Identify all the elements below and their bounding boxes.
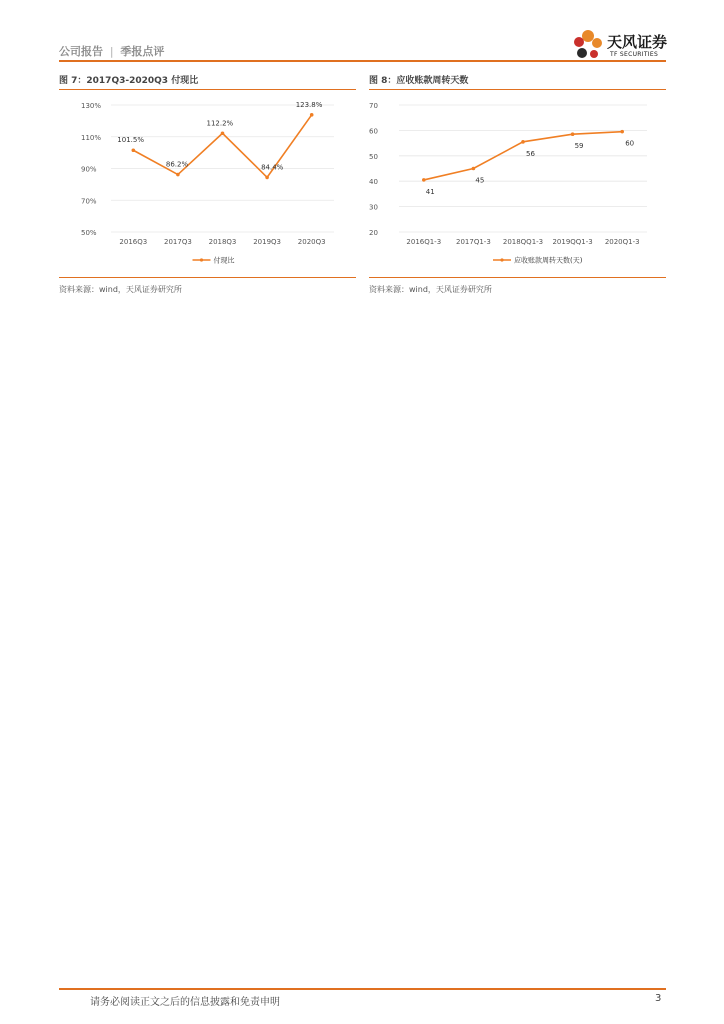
legend-marker-dot xyxy=(500,258,503,261)
receivable-days-chart xyxy=(369,92,666,275)
report-subtype: 季报点评 xyxy=(120,45,165,58)
data-label: 45 xyxy=(475,176,485,185)
data-point xyxy=(620,130,624,134)
brand-name-en: TF SECURITIES xyxy=(610,51,659,58)
data-point xyxy=(571,132,575,136)
figure-7-title: 图 7：2017Q3-2020Q3 付现比 xyxy=(59,76,199,86)
y-tick-label: 70 xyxy=(369,102,378,110)
y-tick-label: 20 xyxy=(369,229,378,237)
y-tick-label: 40 xyxy=(369,178,378,187)
legend-marker-dot xyxy=(200,258,203,261)
data-point xyxy=(176,173,180,177)
x-tick-label: 2017Q1-3 xyxy=(456,238,491,246)
report-header xyxy=(59,43,164,59)
x-tick-label: 2016Q3 xyxy=(119,238,148,246)
y-tick-label: 60 xyxy=(369,127,378,136)
y-tick-label: 110% xyxy=(81,133,102,142)
x-tick-label: 2018Q3 xyxy=(208,238,237,246)
data-label: 86.2% xyxy=(165,160,189,169)
x-tick-label: 2020Q1-3 xyxy=(604,238,640,246)
footer-divider xyxy=(59,988,666,990)
data-point xyxy=(132,148,136,152)
data-point xyxy=(472,167,476,171)
data-point xyxy=(310,113,314,117)
legend-label: 付现比 xyxy=(213,256,235,265)
x-tick-label: 2019Q3 xyxy=(253,238,281,246)
flower-logo-icon xyxy=(570,26,606,60)
data-point xyxy=(521,140,525,144)
data-label: 84.4% xyxy=(261,163,284,172)
payment-ratio-chart xyxy=(59,92,356,275)
y-tick-label: 30 xyxy=(369,203,378,212)
y-tick-label: 130% xyxy=(81,102,102,110)
header-separator: | xyxy=(109,45,114,58)
data-label: 59 xyxy=(574,142,584,151)
data-label: 41 xyxy=(425,187,435,196)
brand-logo xyxy=(570,26,670,60)
figure-7-source: 资料来源：wind，天风证券研究所 xyxy=(59,285,182,294)
data-label: 60 xyxy=(625,139,635,148)
page-number: 3 xyxy=(655,993,662,1004)
y-tick-label: 70% xyxy=(81,197,97,206)
x-tick-label: 2020Q3 xyxy=(297,238,326,246)
x-tick-label: 2018QQ1-3 xyxy=(502,238,544,246)
figure-8-bottom-rule xyxy=(369,277,666,278)
disclaimer-text: 请务必阅读正文之后的信息披露和免责申明 xyxy=(90,997,280,1008)
legend-label: 应收账款周转天数(天) xyxy=(514,256,583,265)
y-tick-label: 90% xyxy=(81,165,97,174)
x-tick-label: 2017Q3 xyxy=(164,238,192,246)
data-point xyxy=(221,131,225,135)
figure-7-top-rule xyxy=(59,89,356,90)
figure-7-bottom-rule xyxy=(59,277,356,278)
data-point xyxy=(422,178,426,182)
x-tick-label: 2019QQ1-3 xyxy=(552,238,593,246)
data-label: 112.2% xyxy=(206,119,234,128)
figure-8-source: 资料来源：wind，天风证券研究所 xyxy=(369,285,492,294)
figure-8-title: 图 8：应收账款周转天数 xyxy=(369,76,469,86)
y-tick-label: 50 xyxy=(369,152,378,161)
y-tick-label: 50% xyxy=(81,229,97,237)
report-type: 公司报告 xyxy=(59,45,103,58)
x-tick-label: 2016Q1-3 xyxy=(406,238,442,246)
figure-8-top-rule xyxy=(369,89,666,90)
header-divider xyxy=(59,60,666,62)
data-point xyxy=(265,176,269,180)
brand-name: 天风证券 xyxy=(607,33,668,51)
data-label: 101.5% xyxy=(117,136,145,145)
data-label: 123.8% xyxy=(295,100,323,109)
data-label: 56 xyxy=(526,149,535,158)
